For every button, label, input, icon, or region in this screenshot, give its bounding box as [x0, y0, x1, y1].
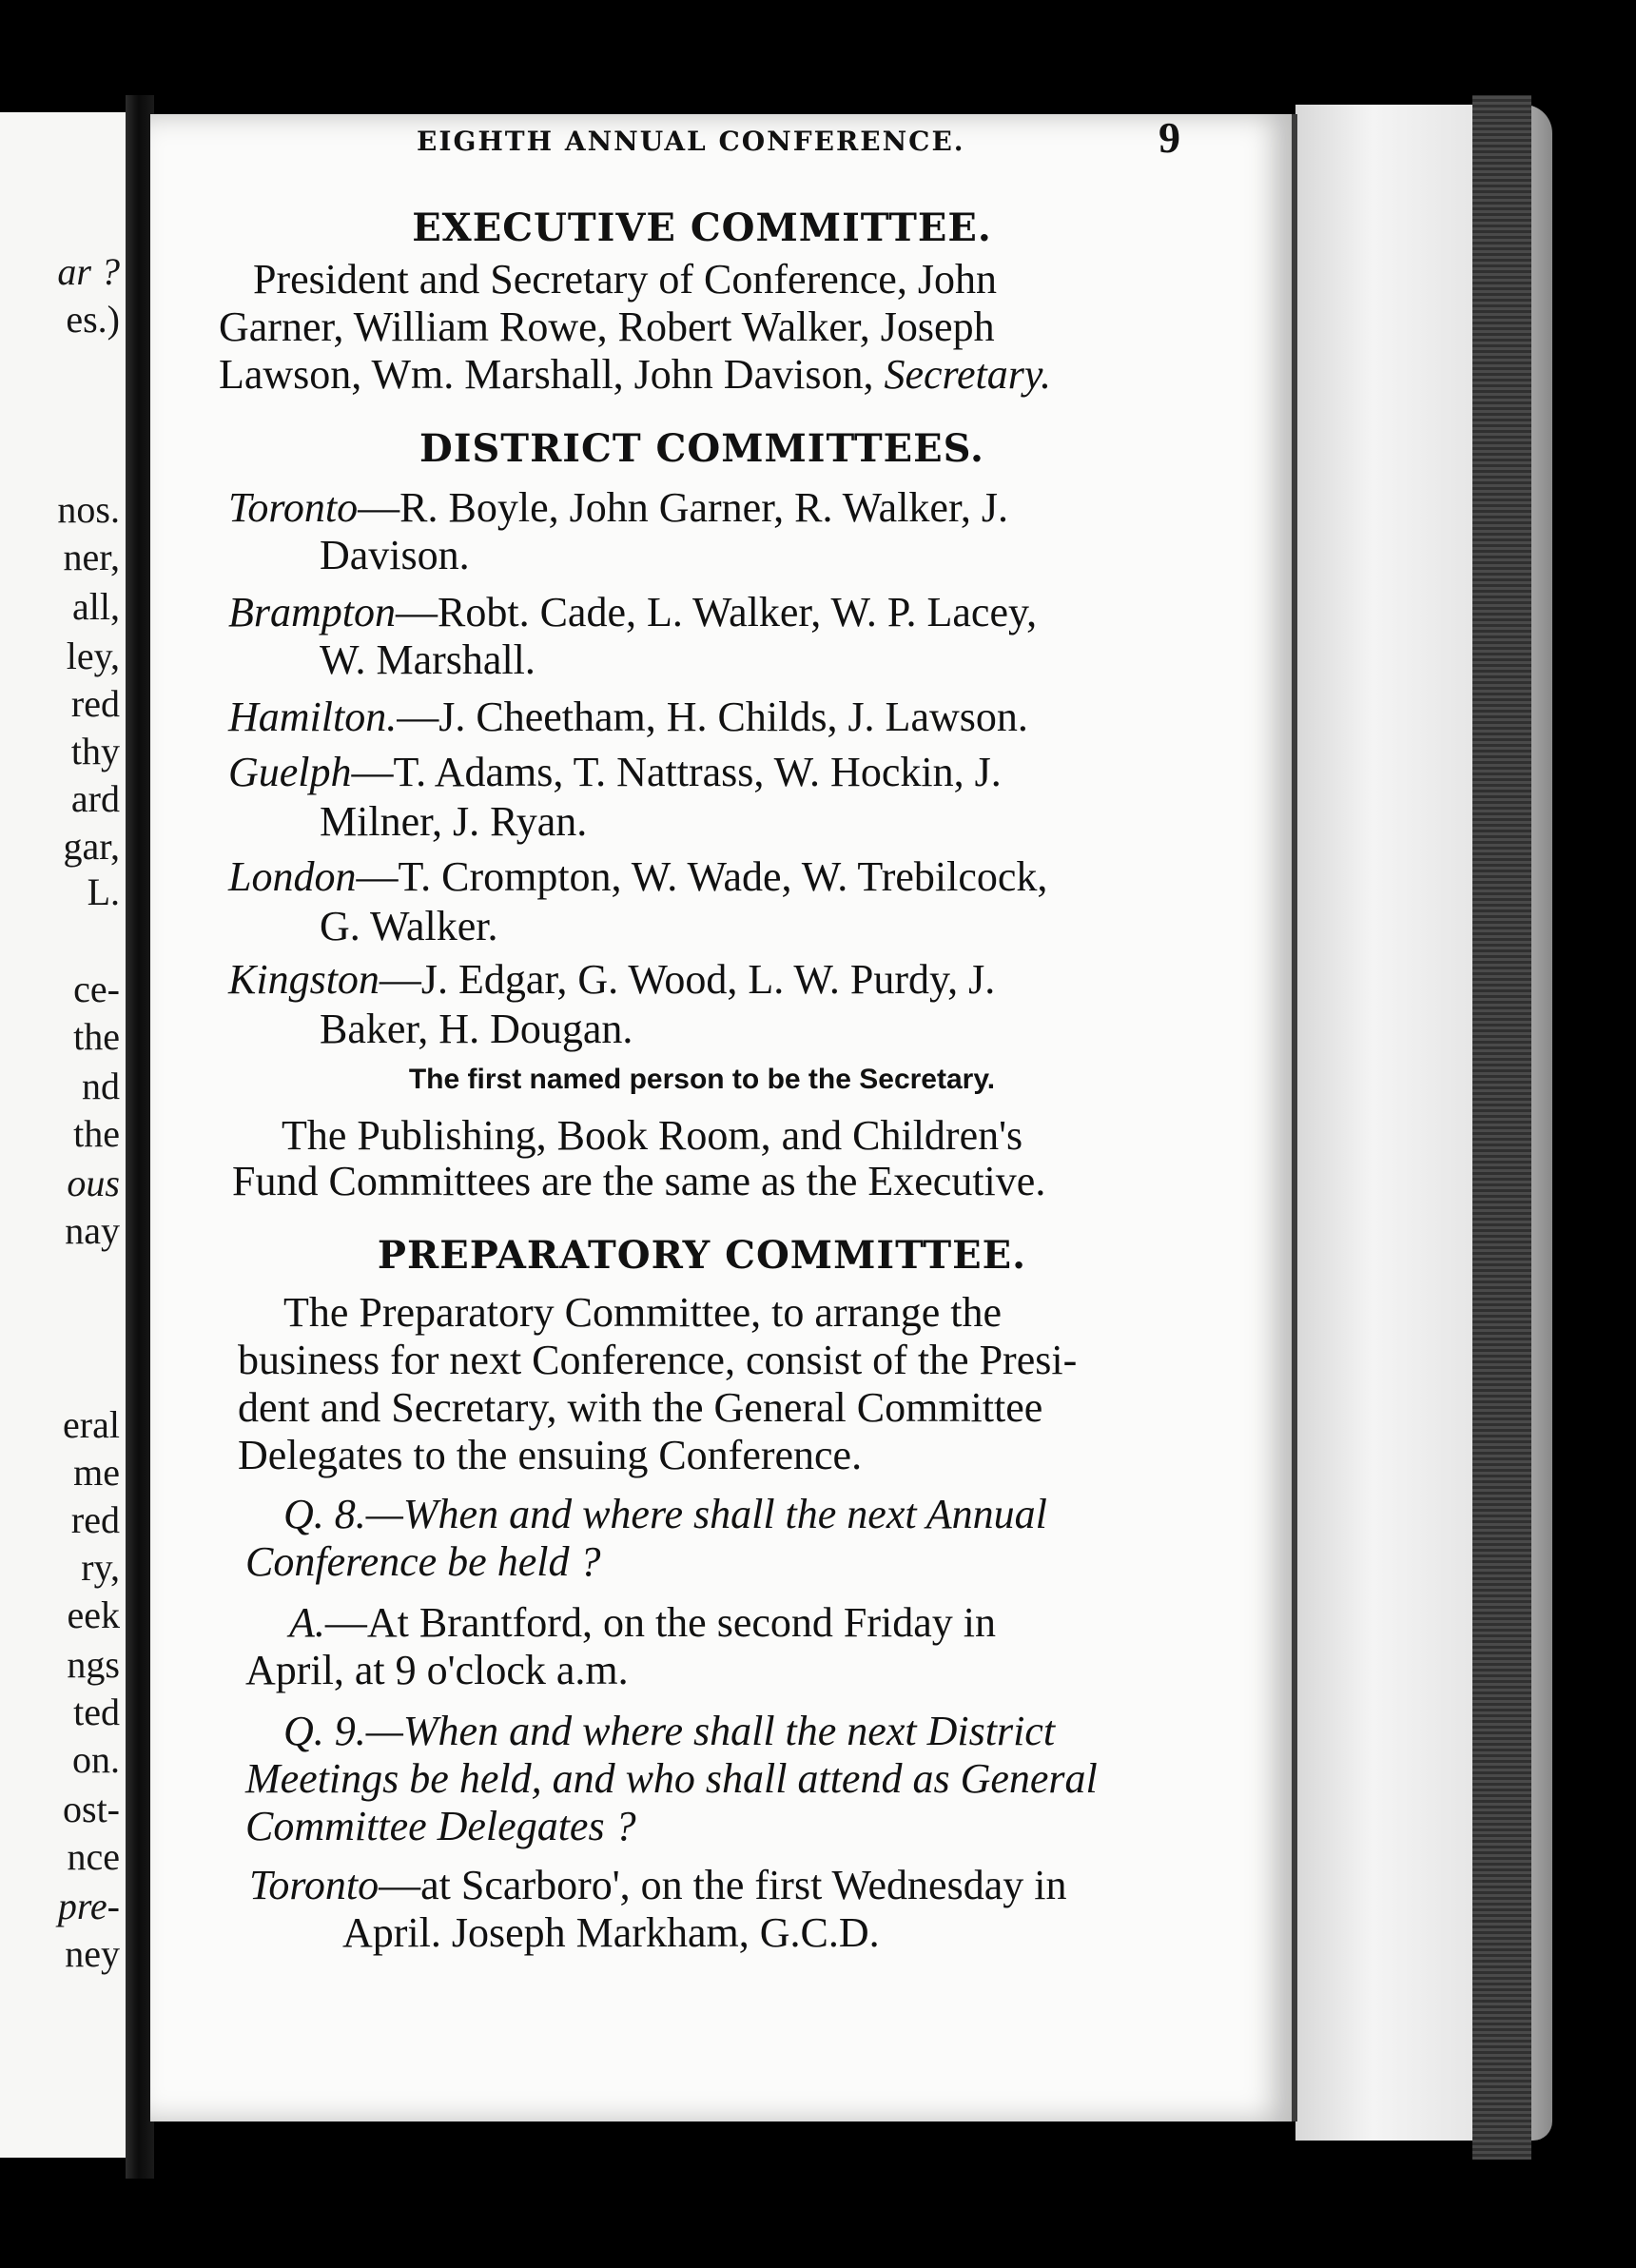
district-entry-continued: Baker, H. Dougan.	[320, 1006, 633, 1052]
left-page-fragment: all,	[72, 585, 120, 628]
left-page-fragment: ous	[67, 1162, 120, 1204]
publishing-text: Fund Committees are the same as the Executive.	[232, 1158, 1046, 1204]
left-page-fragment: ost-	[63, 1788, 120, 1830]
left-page-fragment: nd	[82, 1065, 120, 1107]
left-page-fragment: ted	[73, 1691, 120, 1733]
left-page-fragment: ar ?	[57, 250, 120, 293]
preparatory-heading: PREPARATORY COMMITTEE.	[377, 1233, 1027, 1278]
question-8: Q. 8.—When and where shall the next Annual	[283, 1491, 1047, 1537]
district-entry-continued: Davison.	[320, 532, 470, 578]
preparatory-text: dent and Secretary, with the General Committee	[238, 1384, 1043, 1431]
page-number: 9	[1159, 113, 1180, 162]
left-page-fragment: eral	[63, 1403, 120, 1446]
left-page-fragment: nay	[65, 1209, 120, 1252]
district-entry: Brampton—Robt. Cade, L. Walker, W. P. Lacey,	[228, 589, 1038, 635]
left-page-fragment: ney	[65, 1932, 120, 1975]
publishing-text: The Publishing, Book Room, and Children's	[282, 1112, 1023, 1159]
book-cover-edge	[1472, 95, 1531, 2160]
answer-8-continued: April, at 9 o'clock a.m.	[245, 1647, 629, 1693]
left-page-fragment: ley,	[66, 635, 120, 677]
district-entry: Kingston—J. Edgar, G. Wood, L. W. Purdy, J.	[228, 956, 996, 1003]
district-heading: DISTRICT COMMITTEES.	[419, 426, 984, 471]
left-page-fragment: ngs	[67, 1643, 120, 1686]
question-9: Q. 9.—When and where shall the next District	[283, 1708, 1056, 1754]
left-page-fragment: eek	[67, 1593, 120, 1636]
left-page-fragment: ry,	[81, 1546, 120, 1589]
left-page-fragment: pre-	[57, 1885, 120, 1927]
district-entry: Toronto—R. Boyle, John Garner, R. Walker, J.	[228, 484, 1008, 531]
left-page-fragment: gar,	[63, 825, 120, 868]
left-page-fragment: ce-	[73, 968, 120, 1010]
left-page-fragment: nce	[67, 1835, 120, 1878]
district-entry: Hamilton.—J. Cheetham, H. Childs, J. Lawson.	[228, 694, 1028, 740]
left-page-fragment: the	[73, 1112, 120, 1155]
preparatory-text: Delegates to the ensuing Conference.	[238, 1432, 863, 1478]
executive-text: Lawson, Wm. Marshall, John Davison, Secretary.	[219, 351, 1051, 398]
executive-heading: EXECUTIVE COMMITTEE.	[412, 205, 992, 250]
left-page-fragment: nos.	[57, 488, 120, 531]
secretary-note: The first named person to be the Secretary.	[408, 1064, 996, 1095]
left-page-fragment: red	[70, 1498, 120, 1541]
running-title: EIGHTH ANNUAL CONFERENCE.	[417, 126, 965, 157]
preparatory-text: business for next Conference, consist of the Presi-	[238, 1337, 1078, 1383]
question-9-continued: Meetings be held, and who shall attend as General	[245, 1755, 1098, 1802]
executive-text: Garner, William Rowe, Robert Walker, Joseph	[219, 303, 995, 350]
answer-8: A.—At Brantford, on the second Friday in	[289, 1599, 996, 1646]
question-8-continued: Conference be held ?	[245, 1538, 601, 1585]
left-page-fragment: thy	[70, 730, 120, 772]
answer-9-continued: April. Joseph Markham, G.C.D.	[342, 1909, 880, 1956]
left-page-fragment: L.	[87, 870, 120, 913]
left-page-fragment: red	[70, 682, 120, 725]
left-page-fragment: me	[73, 1451, 120, 1494]
executive-text: President and Secretary of Conference, John	[253, 256, 997, 303]
district-entry: London—T. Crompton, W. Wade, W. Trebilcock,	[228, 853, 1048, 900]
answer-9: Toronto—at Scarboro', on the first Wednesday in	[249, 1862, 1067, 1908]
left-page-fragment: the	[73, 1015, 120, 1058]
district-entry-continued: W. Marshall.	[320, 636, 536, 683]
left-page-fragment: es.)	[66, 298, 120, 341]
left-page	[0, 112, 126, 2158]
district-entry: Guelph—T. Adams, T. Nattrass, W. Hockin, J.	[228, 749, 1002, 795]
left-page-fragment: on.	[72, 1738, 120, 1781]
left-page-fragment: ard	[70, 777, 120, 820]
district-entry-continued: Milner, J. Ryan.	[320, 798, 588, 845]
preparatory-text: The Preparatory Committee, to arrange the	[283, 1289, 1003, 1336]
district-entry-continued: G. Walker.	[320, 903, 498, 949]
question-9-continued: Committee Delegates ?	[245, 1803, 636, 1849]
left-page-fragment: ner,	[63, 536, 120, 578]
book-page	[150, 114, 1297, 2121]
